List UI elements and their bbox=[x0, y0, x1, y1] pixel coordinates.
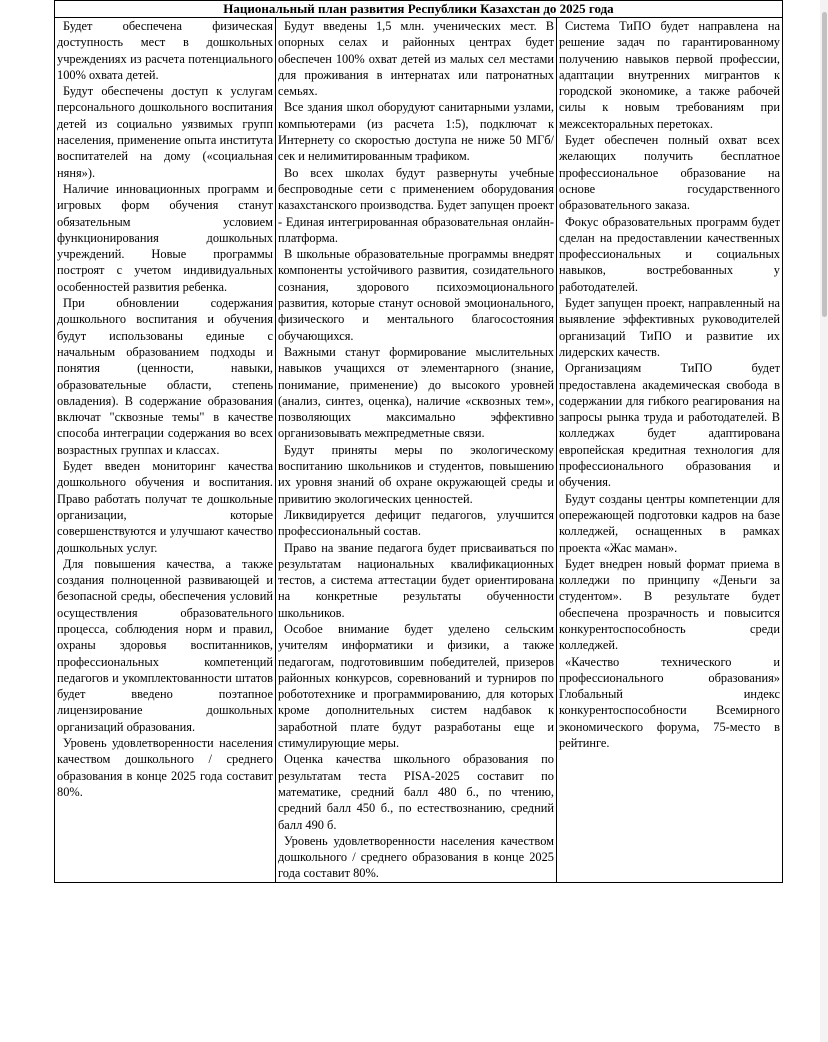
scrollbar-thumb[interactable] bbox=[822, 12, 827, 317]
paragraph: Уровень удовлетворенности населения качеством дошкольного / среднего образования в конце 2025 года составит 80%. bbox=[57, 736, 273, 799]
paragraph: Для повышения качества, а также создания полноценной развивающей и безопасной среды, обеспечения условий осуществления образовательного процесса, соблюдения норм и правил, охраны здоровья воспитанников, профессиональных компетенций педагогов и укомплектованности штатов будет введено поэтапное лицензирование дошкольных организаций образования. bbox=[57, 556, 273, 734]
paragraph: Будет введен мониторинг качества дошкольного обучения и воспитания. Право работать получат те дошкольные организации, которые совершенствуются и улучшают качество дошкольных услуг. bbox=[57, 459, 273, 555]
paragraph: Во всех школах будут развернуты учебные беспроводные сети с применением оборудования казахстанского производства. Будет запущен проект - Единая интегрированная образовательная онлайн-платформа. bbox=[278, 165, 554, 245]
vertical-scrollbar[interactable] bbox=[820, 0, 828, 1042]
paragraph: Система ТиПО будет направлена на решение задач по гарантированному получению навыков первой профессии, адаптации внутренних мигрантов к городской экономике, а также рабочей силы к новым требованиям при межсекторальных перетоках. bbox=[559, 19, 780, 131]
paragraph: Будут обеспечены доступ к услугам персонального дошкольного воспитания детей из социально уязвимых групп населения, применение опыта института воспитателей на дому («социальная няня»). bbox=[57, 84, 273, 180]
paragraph: «Качество технического и профессионального образования» Глобальный индекс конкурентоспособности Всемирного экономического форума, 75-место в рейтинге. bbox=[559, 654, 780, 751]
paragraph: Ликвидируется дефицит педагогов, улучшится профессиональный состав. bbox=[278, 507, 554, 539]
column-preschool bbox=[55, 18, 276, 883]
paragraph: Будут созданы центры компетенции для опережающей подготовки кадров на базе колледжей, оснащенных в рамках проекта «Жас маман». bbox=[559, 491, 780, 555]
paragraph: Право на звание педагога будет присваиваться по результатам национальных квалификационных тестов, а система аттестации будет ориентирована на конкретные результаты обученности школьников. bbox=[278, 540, 554, 620]
paragraph: Уровень удовлетворенности населения качеством дошкольного / среднего образования в конце 2025 года составит 80%. bbox=[278, 833, 554, 881]
table-title: Национальный план развития Республики Казахстан до 2025 года bbox=[55, 1, 783, 18]
paragraph: Важными станут формирование мыслительных навыков учащихся от элементарного (знание, понимание, применение) до высокого уровней (анализ, синтез, оценка), наличие «сквозных тем», позволяющих максимально эффективно организовывать межпредметные связи. bbox=[278, 344, 554, 441]
paragraph: Будет обеспечен полный охват всех желающих получить бесплатное профессиональное образование на основе государственного образовательного заказа. bbox=[559, 133, 780, 213]
paragraph: Все здания школ оборудуют санитарными узлами, компьютерами (из расчета 1:5), подключат к Интернету со скоростью доступа не ниже 50 МГб/сек и нелимитированным трафиком. bbox=[278, 100, 554, 164]
column-tvet bbox=[557, 18, 783, 883]
paragraph: Особое внимание будет уделено сельским учителям информатики и физики, а также педагогам, подготовившим победителей, призеров районных конкурсов, соревнований и турниров по робототехнике и программированию, для которых кроме дополнительных систем надбавок к заработной плате будут разработаны еще и стимулирующие меры. bbox=[278, 621, 554, 751]
paragraph: В школьные образовательные программы внедрят компоненты устойчивого развития, созидательного сознания, здорового психоэмоционального развития, которые станут основой эмоционального, физического и ментального благосостояния обучающихся. bbox=[278, 247, 554, 343]
paragraph: Наличие инновационных программ и игровых форм обучения станут обязательным условием функционирования дошкольных учреждений. Новые программы построят с учетом индивидуальных особенностей развития ребенка. bbox=[57, 181, 273, 294]
paragraph: Будет обеспечена физическая доступность мест в дошкольных учреждениях из расчета потенциального 100% охвата детей. bbox=[57, 19, 273, 82]
paragraph: Будут введены 1,5 млн. ученических мест. В опорных селах и районных центрах будет обеспечен 100% охват детей из малых сел местами для проживания в интернатах или патронатных семьях. bbox=[278, 19, 554, 99]
paragraph: Будет внедрен новый формат приема в колледжи по принципу «Деньги за студентом». В результате будет обеспечена прозрачность и повысится конкурентоспособность среди колледжей. bbox=[559, 556, 780, 653]
plan-table bbox=[54, 0, 783, 883]
paragraph: Организациям ТиПО будет предоставлена академическая свобода в содержании для гибкого реагирования на запросы рынка труда и работодателей. В колледжах будет адаптирована европейская кредитная технология для профессионального образования и обучения. bbox=[559, 361, 780, 490]
paragraph: Будет запущен проект, направленный на выявление эффективных руководителей организаций ТиПО и развитие их лидерских качеств. bbox=[559, 296, 780, 359]
column-secondary bbox=[276, 18, 557, 883]
paragraph: При обновлении содержания дошкольного воспитания и обучения будут использованы единые с начальным образованием подходы и понятия (ценности, навыки, образовательные области, степень овладения). В содержание образования включат "сквозные темы" в качестве способа интеграции содержания во всех возрастных группах и классах. bbox=[57, 296, 273, 457]
paragraph: Будут приняты меры по экологическому воспитанию школьников и студентов, повышению их уровня знаний об охране окружающей среды и привитию экологических ценностей. bbox=[278, 442, 554, 506]
paragraph: Оценка качества школьного образования по результатам теста PISA-2025 составит по математике, средний балл 480 б., по чтению, средний балл 450 б., по естествознанию, средний балл 490 б. bbox=[278, 752, 554, 832]
paragraph: Фокус образовательных программ будет сделан на предоставлении качественных профессиональных и социальных навыков, востребованных у работодателей. bbox=[559, 214, 780, 294]
